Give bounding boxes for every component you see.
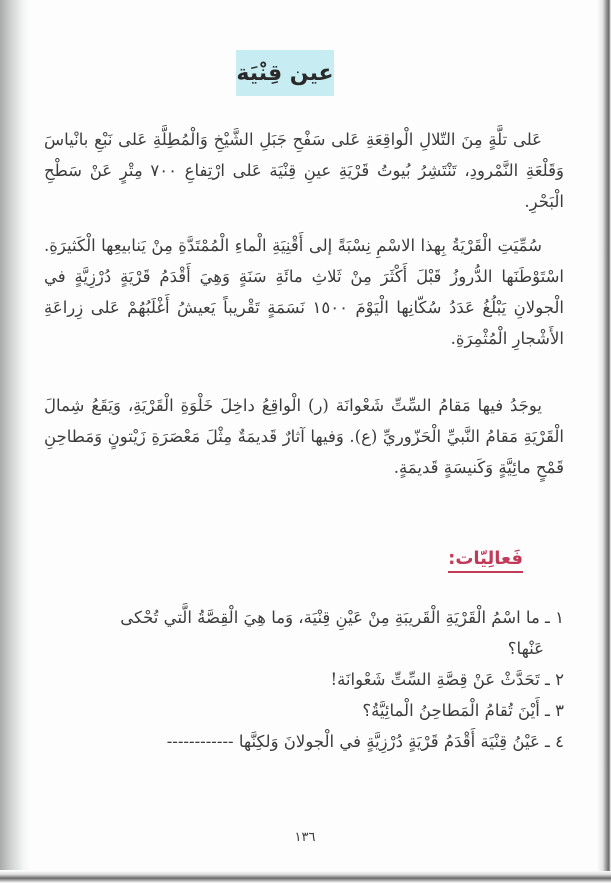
paragraph-naming-history [44, 230, 564, 354]
page-right-edge [597, 0, 611, 883]
paragraph-text: سُمِّيَتِ الْقَرْيَةُ بِهذا الاسْمِ نِسْبَةً إلى أَقْنِيَةِ الْماءِ الْمُمْتَدَّةِ مِنْ يَنابيعِها الْكَثيرَةِ. اسْتَوْطَنَها الدُّروزُ قَبْلَ أَكْثَرَ مِنْ ثَلاثِ مائَةِ سَنَةٍ وَهِيَ أَقْدَمُ قَرْيَةٍ دُرْزِيَّةٍ في الْجولانِ يَبْلُغُ عَدَدُ سُكّانِها الْيَوْمَ ١٥٠٠ نَسَمَةٍ تَقْريباً يَعيشُ أَغْلَبُهُمْ عَلى زِراعَةِ الأَشْجارِ الْمُثْمِرَةِ. [44, 236, 564, 348]
page-title: عين قِنْيَة [236, 60, 334, 86]
activities-questions-list [44, 602, 574, 757]
paragraph-text: عَلى تلَّةٍ مِنَ التّلالِ الْواقِعَةِ عَلى سَفْحِ جَبَلِ الشَّيْخِ وَالْمُطِلَّةِ عَلى نَبْعِ بانْياسَ وَقَلْعَةِ النَّمْرودِ، تَنْتَشِرُ بُيوتُ قَرْيَةِ عينِ قِنْيَة عَلى ارْتِفاعِ ٧٠٠ مِتْرٍ عَنْ سَطْحِ الْبَحْرِ. [44, 130, 564, 211]
question-2: ٢ ـ تَحَدَّثْ عَنْ قِصَّةِ السِّتِّ شَعْوانَة! [330, 670, 564, 689]
activities-heading: فَعالِيّات: [448, 548, 523, 573]
question-3: ٣ ـ أَيْنَ تُقامُ الْمَطاحِنُ الْمائِيَّةُ؟ [362, 701, 564, 720]
question-1-continuation: عَنْها؟ [507, 639, 544, 658]
paragraph-landmarks [44, 390, 564, 483]
page-number: ١٣٦ [294, 830, 316, 845]
paragraph-location [44, 124, 564, 217]
page-binding-shadow [0, 0, 30, 870]
page-bottom-edge [0, 871, 611, 883]
title-banner [236, 50, 334, 96]
question-4: ٤ ـ عَيْنُ قِنْيَة أَقْدَمُ قَرْيَةٍ دُرْزِيَّةٍ في الْجولانَ وَلكِنَّها ------------ [166, 732, 564, 751]
paragraph-text: يوجَدُ فيها مَقامُ السِّتِّ شَعْوانَة (ر) الْواقِعُ داخِلَ خَلْوَةِ الْقَرْيَةِ، وَيَقَعُ شِمالَ الْقَرْيَةِ مَقامُ النَّبيِّ الْحَزّوريِّ (ع). وَفيها آثارٌ قَديمَةٌ مِثْلَ مَعْصَرَةِ زَيْتونٍ وَمَطاحِنِ قَمْحٍ مائِيَّةٍ وَكَنيسَةٍ قَديمَةٍ. [44, 396, 564, 477]
question-1: ١ ـ ما اسْمُ الْقَرْيَةِ الْقَريبَةِ مِنْ عَيْنِ قِنْيَة، وَما هِيَ الْقِصَّةُ الَّتي تُحْكى [120, 608, 564, 627]
